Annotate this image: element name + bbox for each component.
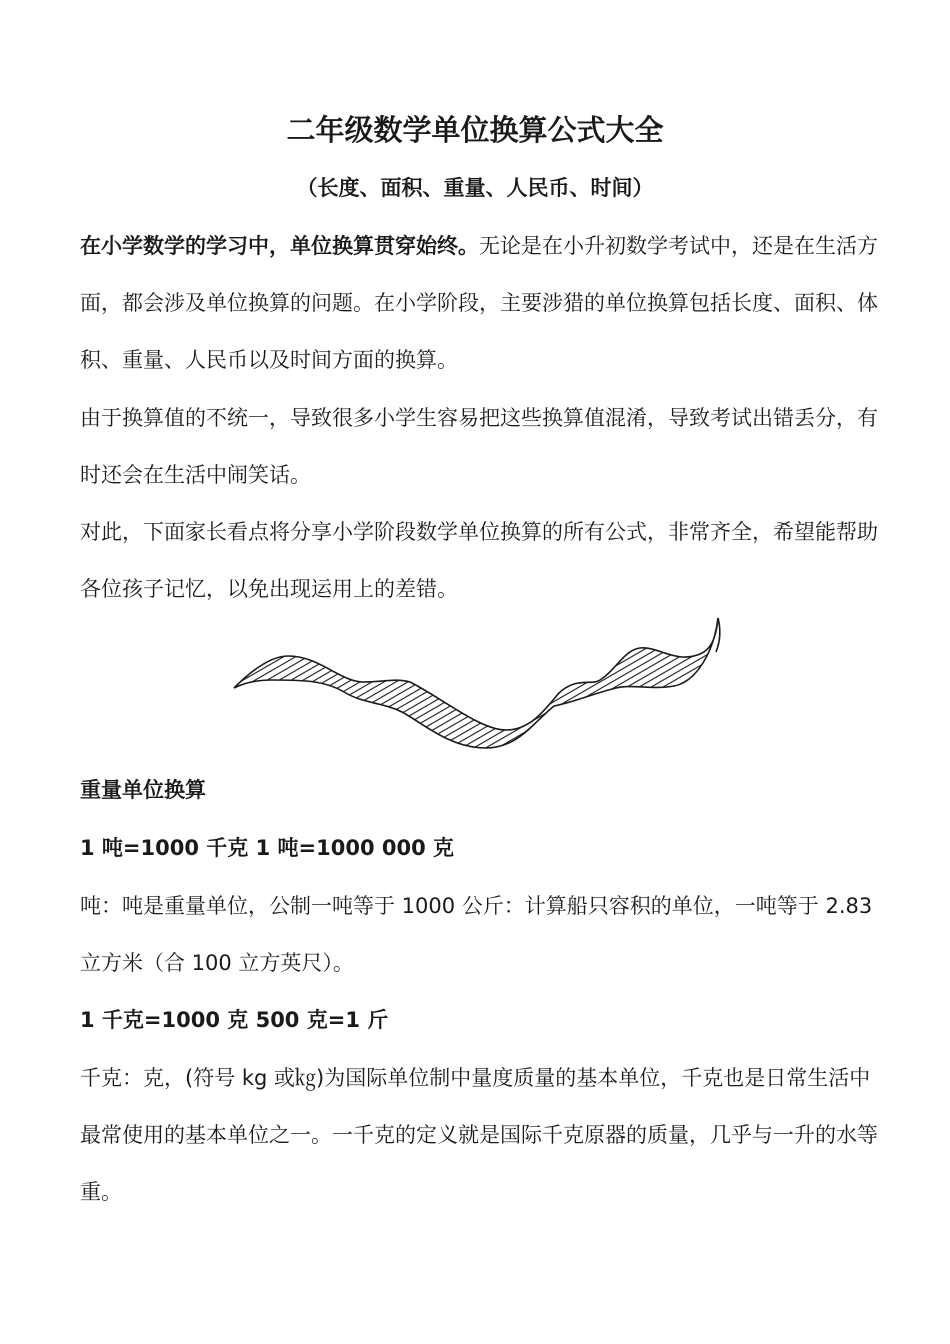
document-title: 二年级数学单位换算公式大全 [286,113,664,147]
section-heading-weight: 重量单位换算 [80,778,206,802]
formula-ton: 1 吨=1000 千克 1 吨=1000 000 克 [80,836,455,860]
intro-rest: 无论是在小升初数学考试中，还是在生活方面，都会涉及单位换算的问题。在小学阶段，主要涉猎的单位换算包括长度、面积、体积、重量、人民币以及时间方面的换算。 [80,234,878,372]
hatched-wave-banner-icon [228,612,724,760]
formula-kilogram: 1 千克=1000 克 500 克=1 斤 [80,1008,389,1032]
paragraph-kilogram-explain: 千克：克，(符号 kg 或㎏)为国际单位制中量度质量的基本单位，千克也是日常生活中最常使用的基本单位之一。一千克的定义就是国际千克原器的质量，几乎与一升的水等重。 [80,1066,878,1204]
intro-bold-lead: 在小学数学的学习中，单位换算贯穿始终。 [80,234,479,258]
paragraph-ton-explain: 吨：吨是重量单位，公制一吨等于 1000 公斤：计算船只容积的单位，一吨等于 2.83 立方米（合 100 立方英尺）。 [80,894,873,975]
paragraph-share: 对此，下面家长看点将分享小学阶段数学单位换算的所有公式，非常齐全，希望能帮助各位孩子记忆，以免出现运用上的差错。 [80,520,878,601]
intro-paragraph [80,218,880,389]
paragraph-confusion: 由于换算值的不统一，导致很多小学生容易把这些换算值混淆，导致考试出错丢分，有时还会在生活中闹笑话。 [80,406,878,487]
document-subtitle: （长度、面积、重量、人民币、时间） [296,176,654,200]
